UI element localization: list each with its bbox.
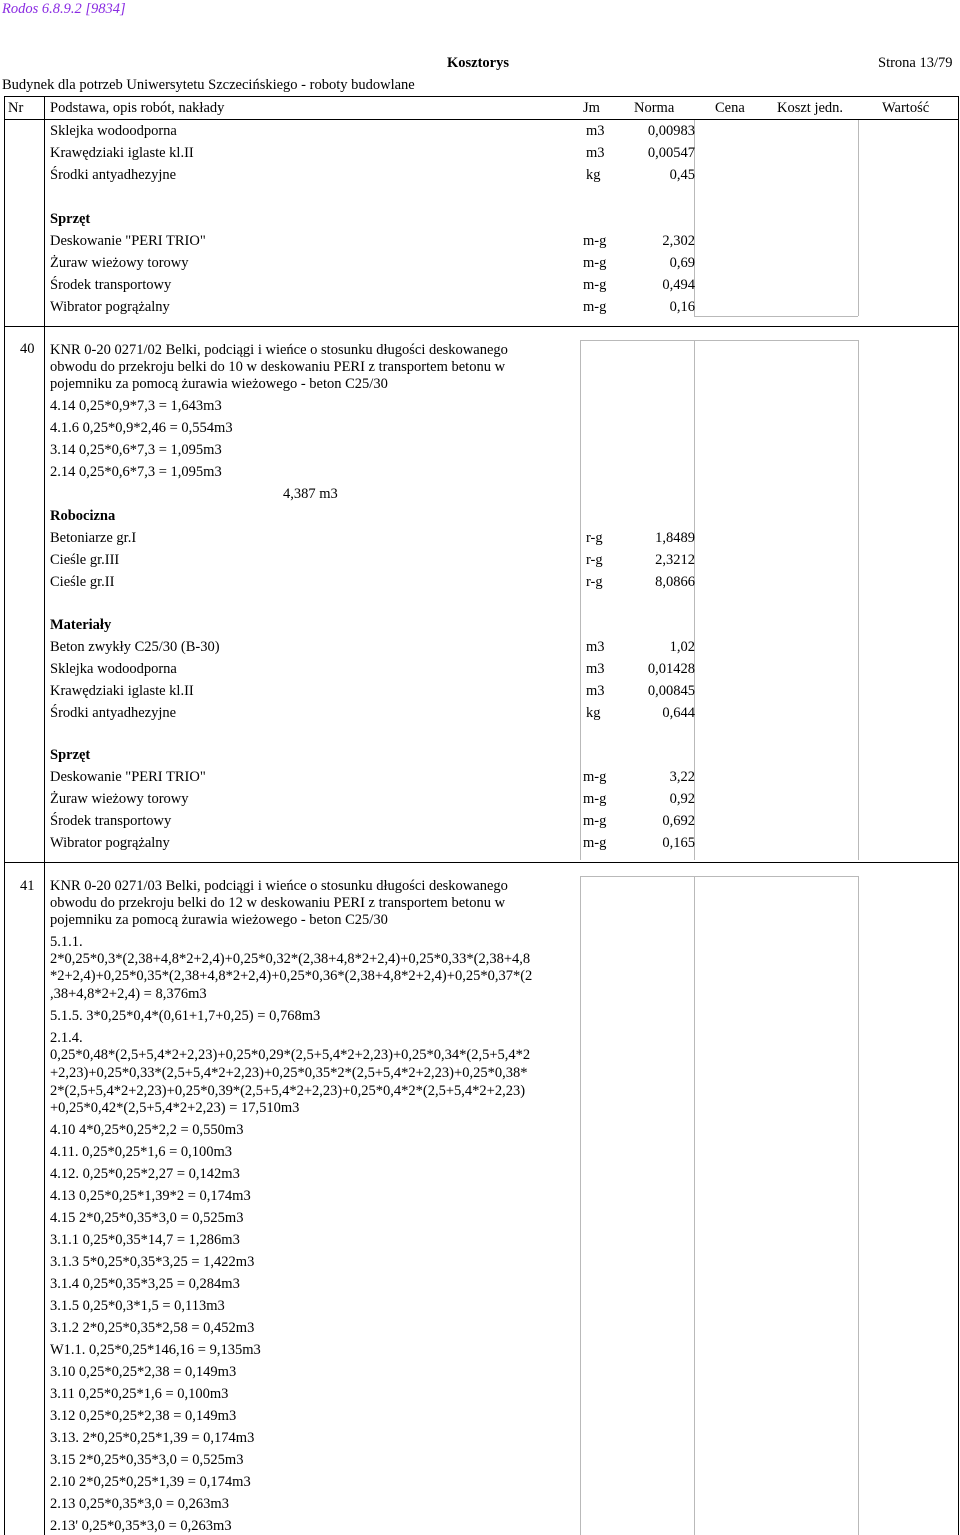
measurement-line: 2.14 0,25*0,6*7,3 = 1,095m3 — [50, 464, 222, 480]
resource-name: Wibrator pogrążalny — [50, 299, 170, 315]
resource-norm: 0,69 — [669, 255, 695, 271]
project-name: Budynek dla potrzeb Uniwersytetu Szczecińskiego - roboty budowlane — [2, 77, 415, 93]
measurement-label: 2.1.4. — [50, 1030, 83, 1046]
position-number: 41 — [20, 878, 35, 894]
resource-norm: 0,16 — [669, 299, 695, 315]
ruler — [580, 340, 581, 860]
position-number: 40 — [20, 341, 35, 357]
measurement-line: 3.13. 2*0,25*0,25*1,39 = 0,174m3 — [50, 1430, 255, 1446]
measurement-line: 4.10 4*0,25*0,25*2,2 = 0,550m3 — [50, 1122, 244, 1138]
col-basis: Podstawa, opis robót, nakłady — [50, 100, 225, 116]
col-unit: Jm — [583, 100, 600, 116]
resource-norm: 0,00547 — [647, 145, 695, 161]
measurement-line: 3.1.2 2*0,25*0,35*2,58 = 0,452m3 — [50, 1320, 255, 1336]
measurement-line: 3.12 0,25*0,25*2,38 = 0,149m3 — [50, 1408, 237, 1424]
resource-unit: m3 — [586, 661, 605, 677]
position-description: KNR 0-20 0271/02 Belki, podciągi i wieńce o stosunku długości deskowanego — [50, 342, 508, 358]
ruler — [580, 876, 858, 877]
measurement-line: 4.13 0,25*0,25*1,39*2 = 0,174m3 — [50, 1188, 251, 1204]
resource-norm: 0,644 — [662, 705, 695, 721]
resource-norm: 8,0866 — [655, 574, 695, 590]
resource-name: Środki antyadhezyjne — [50, 167, 177, 183]
resource-norm: 0,00983 — [647, 123, 695, 139]
header-bottom-rule — [4, 119, 958, 120]
resource-unit: m-g — [583, 277, 607, 293]
col-norm: Norma — [634, 100, 675, 116]
measurement-line: 3.1.3 5*0,25*0,35*3,25 = 1,422m3 — [50, 1254, 255, 1270]
resource-norm: 2,302 — [662, 233, 695, 249]
col-divider-nr — [44, 96, 45, 1535]
resource-unit: r-g — [586, 552, 603, 568]
measurement-line: +0,25*0,42*(2,5+5,4*2+2,23) = 17,510m3 — [50, 1100, 300, 1116]
resource-unit: r-g — [586, 574, 603, 590]
resource-unit: m3 — [586, 123, 605, 139]
measurement-line: 2.13' 0,25*0,35*3,0 = 0,263m3 — [50, 1518, 232, 1534]
resource-norm: 1,8489 — [655, 530, 695, 546]
resource-unit: m-g — [583, 255, 607, 271]
measurement-line: 4.11. 0,25*0,25*1,6 = 0,100m3 — [50, 1144, 233, 1160]
resource-norm: 1,02 — [669, 639, 695, 655]
resource-name: Wibrator pogrążalny — [50, 835, 170, 851]
section-heading-materials: Materiały — [50, 617, 112, 633]
measurement-line: 2.10 2*0,25*0,25*1,39 = 0,174m3 — [50, 1474, 251, 1490]
measurement-line: 2.13 0,25*0,35*3,0 = 0,263m3 — [50, 1496, 229, 1512]
resource-unit: m-g — [583, 233, 607, 249]
resource-name: Środek transportowy — [50, 813, 172, 829]
program-version: Rodos 6.8.9.2 [9834] — [2, 1, 126, 17]
measurement-line: ,38+4,8*2+2,4) = 8,376m3 — [50, 986, 207, 1002]
resource-unit: m-g — [583, 791, 607, 807]
measurement-line: 3.10 0,25*0,25*2,38 = 0,149m3 — [50, 1364, 237, 1380]
measurement-line: 2*0,25*0,3*(2,38+4,8*2+2,4)+0,25*0,32*(2,38+4,8*2+2,4)+0,25*0,33*(2,38+4,8 — [50, 951, 531, 967]
resource-norm: 3,22 — [669, 769, 695, 785]
resource-unit: m-g — [583, 813, 607, 829]
resource-norm: 0,92 — [669, 791, 695, 807]
page-number: Strona 13/79 — [878, 55, 953, 71]
resource-name: Żuraw wieżowy torowy — [50, 255, 189, 271]
resource-name: Krawędziaki iglaste kl.II — [50, 145, 194, 161]
resource-name: Krawędziaki iglaste kl.II — [50, 683, 194, 699]
resource-name: Deskowanie "PERI TRIO" — [50, 769, 206, 785]
resource-norm: 0,01428 — [647, 661, 695, 677]
resource-name: Żuraw wieżowy torowy — [50, 791, 189, 807]
resource-unit: r-g — [586, 530, 603, 546]
resource-name: Środek transportowy — [50, 277, 172, 293]
measurement-line: 3.14 0,25*0,6*7,3 = 1,095m3 — [50, 442, 222, 458]
resource-name: Deskowanie "PERI TRIO" — [50, 233, 206, 249]
position-description: KNR 0-20 0271/03 Belki, podciągi i wieńce o stosunku długości deskowanego — [50, 878, 508, 894]
measurement-line: 4.14 0,25*0,9*7,3 = 1,643m3 — [50, 398, 222, 414]
measurement-line: 3.11 0,25*0,25*1,6 = 0,100m3 — [50, 1386, 229, 1402]
measurement-line: 4.12. 0,25*0,25*2,27 = 0,142m3 — [50, 1166, 240, 1182]
measurement-line: 4.1.6 0,25*0,9*2,46 = 0,554m3 — [50, 420, 233, 436]
section-heading-labor: Robocizna — [50, 508, 116, 524]
header-top-rule — [4, 96, 958, 97]
section-heading-equipment: Sprzęt — [50, 747, 91, 763]
ruler — [858, 340, 859, 860]
measurement-line: 5.1.5. 3*0,25*0,4*(0,61+1,7+0,25) = 0,768m3 — [50, 1008, 321, 1024]
measurement-line: 3.1.1 0,25*0,35*14,7 = 1,286m3 — [50, 1232, 240, 1248]
col-unit-cost: Koszt jedn. — [777, 100, 844, 116]
measurement-line: 3.15 2*0,25*0,35*3,0 = 0,525m3 — [50, 1452, 244, 1468]
table-right-border — [958, 96, 959, 1535]
ruler — [694, 876, 695, 1535]
resource-unit: m-g — [583, 299, 607, 315]
position-description: obwodu do przekroju belki do 12 w deskowaniu PERI z transportem betonu w — [50, 895, 506, 911]
section-heading-equipment: Sprzęt — [50, 211, 91, 227]
measurement-label: 5.1.1. — [50, 934, 83, 950]
col-price: Cena — [715, 100, 745, 116]
resource-name: Sklejka wodoodporna — [50, 661, 177, 677]
resource-name: Sklejka wodoodporna — [50, 123, 177, 139]
measurement-line: 2*(2,5+5,4*2+2,23)+0,25*0,39*(2,5+5,4*2+2,23)+0,25*0,4*2*(2,5+5,4*2+2,23) — [50, 1083, 526, 1099]
col-value: Wartość — [882, 100, 930, 116]
resource-unit: m-g — [583, 769, 607, 785]
resource-unit: m3 — [586, 639, 605, 655]
ruler — [580, 340, 858, 341]
measurement-line: W1.1. 0,25*0,25*146,16 = 9,135m3 — [50, 1342, 261, 1358]
ruler — [694, 316, 858, 317]
quantity-total: 4,387 m3 — [283, 486, 338, 502]
resource-unit: m3 — [586, 683, 605, 699]
measurement-line: 0,25*0,48*(2,5+5,4*2+2,23)+0,25*0,29*(2,5+5,4*2+2,23)+0,25*0,34*(2,5+5,4*2 — [50, 1047, 531, 1063]
measurement-line: 3.1.4 0,25*0,35*3,25 = 0,284m3 — [50, 1276, 240, 1292]
position-divider — [4, 862, 958, 863]
ruler — [858, 120, 859, 316]
resource-unit: m3 — [586, 145, 605, 161]
table-left-border — [4, 96, 5, 1535]
col-nr: Nr — [8, 100, 24, 116]
resource-unit: kg — [586, 705, 601, 721]
resource-name: Betoniarze gr.I — [50, 530, 137, 546]
resource-name: Beton zwykły C25/30 (B-30) — [50, 639, 220, 655]
resource-norm: 0,45 — [669, 167, 695, 183]
resource-unit: kg — [586, 167, 601, 183]
resource-norm: 0,165 — [662, 835, 695, 851]
position-description: pojemniku za pomocą żurawia wieżowego - beton C25/30 — [50, 912, 388, 928]
measurement-line: 3.1.5 0,25*0,3*1,5 = 0,113m3 — [50, 1298, 225, 1314]
resource-norm: 2,3212 — [655, 552, 695, 568]
resource-name: Cieśle gr.II — [50, 574, 115, 590]
position-divider — [4, 326, 958, 327]
position-description: obwodu do przekroju belki do 10 w deskowaniu PERI z transportem betonu w — [50, 359, 506, 375]
measurement-line: +2,23)+0,25*0,33*(2,5+5,4*2+2,23)+0,25*0,35*2*(2,5+5,4*2+2,23)+0,25*0,38* — [50, 1065, 528, 1081]
resource-name: Cieśle gr.III — [50, 552, 120, 568]
document-title: Kosztorys — [447, 55, 510, 71]
resource-norm: 0,692 — [662, 813, 695, 829]
resource-norm: 0,00845 — [647, 683, 695, 699]
position-description: pojemniku za pomocą żurawia wieżowego - beton C25/30 — [50, 376, 388, 392]
ruler — [858, 876, 859, 1535]
measurement-line: *2+2,4)+0,25*0,35*(2,38+4,8*2+2,4)+0,25*0,36*(2,38+4,8*2+2,4)+0,25*0,37*(2 — [50, 968, 533, 984]
ruler — [580, 876, 581, 1535]
resource-unit: m-g — [583, 835, 607, 851]
resource-name: Środki antyadhezyjne — [50, 705, 177, 721]
measurement-line: 4.15 2*0,25*0,35*3,0 = 0,525m3 — [50, 1210, 244, 1226]
resource-norm: 0,494 — [662, 277, 695, 293]
